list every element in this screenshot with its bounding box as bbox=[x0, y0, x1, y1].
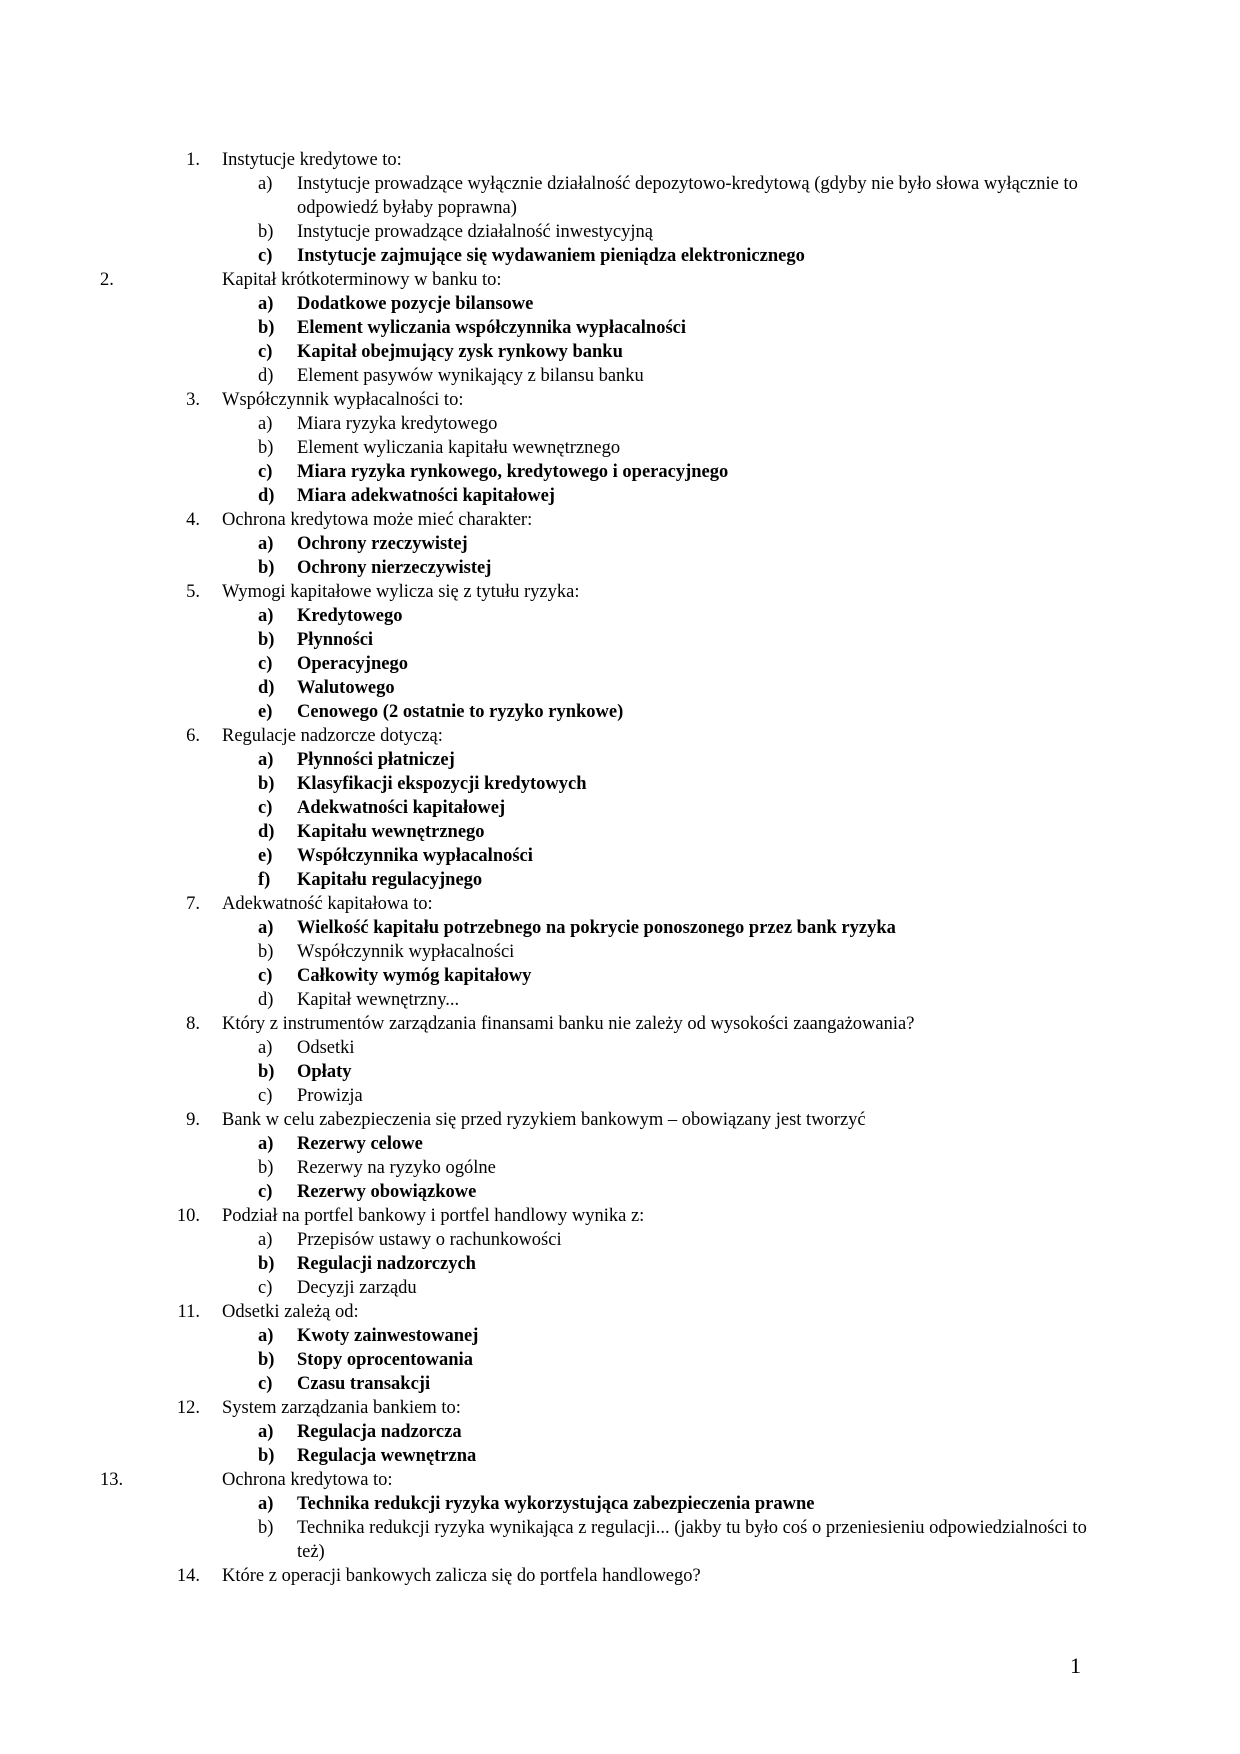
answer-option bbox=[0, 1084, 1240, 1108]
answer-text: Adekwatności kapitałowej bbox=[297, 798, 506, 818]
answer-text: Element pasywów wynikający z bilansu banku bbox=[297, 366, 644, 386]
document-body bbox=[0, 148, 1240, 1588]
answer-letter: c) bbox=[258, 342, 273, 362]
answer-letter: b) bbox=[258, 558, 275, 578]
question-number: 10. bbox=[176, 1206, 200, 1226]
question-text: Który z instrumentów zarządzania finansami banku nie zależy od wysokości zaangażowania? bbox=[222, 1014, 915, 1034]
answer-text: Współczynnik wypłacalności bbox=[297, 942, 515, 962]
answer-letter: b) bbox=[258, 318, 275, 338]
answer-text: Kapitału regulacyjnego bbox=[297, 870, 483, 890]
question-14 bbox=[0, 1564, 1240, 1588]
answer-option bbox=[0, 1156, 1240, 1180]
answer-text: Całkowity wymóg kapitałowy bbox=[297, 966, 532, 986]
question-number: 1. bbox=[186, 150, 200, 170]
answer-letter: f) bbox=[258, 870, 271, 890]
answer-option bbox=[0, 1444, 1240, 1468]
answer-option bbox=[0, 1252, 1240, 1276]
answer-option bbox=[0, 1180, 1240, 1204]
answer-letter: e) bbox=[258, 846, 273, 866]
answer-option bbox=[0, 556, 1240, 580]
answer-letter: d) bbox=[258, 990, 274, 1010]
question-text: Ochrona kredytowa może mieć charakter: bbox=[222, 510, 533, 530]
question-13 bbox=[0, 1468, 1240, 1492]
answer-letter: a) bbox=[258, 1038, 273, 1058]
question-number: 5. bbox=[186, 582, 200, 602]
answer-letter: b) bbox=[258, 630, 275, 650]
answer-option bbox=[0, 652, 1240, 676]
answer-text: Cenowego (2 ostatnie to ryzyko rynkowe) bbox=[297, 702, 624, 722]
answer-option bbox=[0, 364, 1240, 388]
answer-option bbox=[0, 316, 1240, 340]
answer-text: Dodatkowe pozycje bilansowe bbox=[297, 294, 534, 314]
question-12 bbox=[0, 1396, 1240, 1420]
question-text: Kapitał krótkoterminowy w banku to: bbox=[222, 270, 502, 290]
answer-letter: c) bbox=[258, 1086, 273, 1106]
answer-text: Ochrony rzeczywistej bbox=[297, 534, 468, 554]
answer-option bbox=[0, 1516, 1240, 1564]
answer-letter: b) bbox=[258, 942, 274, 962]
answer-option bbox=[0, 220, 1240, 244]
question-number: 14. bbox=[176, 1566, 200, 1586]
answer-letter: a) bbox=[258, 1494, 274, 1514]
question-8 bbox=[0, 1012, 1240, 1036]
answer-letter: a) bbox=[258, 534, 274, 554]
answer-letter: d) bbox=[258, 822, 275, 842]
question-text: Bank w celu zabezpieczenia się przed ryzykiem bankowym – obowiązany jest tworzyć bbox=[222, 1110, 866, 1130]
question-text: Podział na portfel bankowy i portfel handlowy wynika z: bbox=[222, 1206, 645, 1226]
question-9 bbox=[0, 1108, 1240, 1132]
answer-letter: c) bbox=[258, 246, 273, 266]
answer-text: Wielkość kapitału potrzebnego na pokrycie ponoszonego przez bank ryzyka bbox=[297, 918, 896, 938]
answer-option bbox=[0, 532, 1240, 556]
answer-letter: a) bbox=[258, 1422, 274, 1442]
question-5 bbox=[0, 580, 1240, 604]
answer-text: Technika redukcji ryzyka wykorzystująca zabezpieczenia prawne bbox=[297, 1494, 815, 1514]
question-number: 9. bbox=[186, 1110, 200, 1130]
answer-text: Kapitał wewnętrzny... bbox=[297, 990, 460, 1010]
answer-text: Regulacja wewnętrzna bbox=[297, 1446, 477, 1466]
answer-letter: b) bbox=[258, 438, 274, 458]
answer-option bbox=[0, 1228, 1240, 1252]
answer-option bbox=[0, 1420, 1240, 1444]
answer-option bbox=[0, 964, 1240, 988]
question-4 bbox=[0, 508, 1240, 532]
answer-option bbox=[0, 772, 1240, 796]
answer-letter: e) bbox=[258, 702, 273, 722]
answer-letter: d) bbox=[258, 486, 275, 506]
answer-letter: b) bbox=[258, 1062, 275, 1082]
answer-option bbox=[0, 700, 1240, 724]
answer-option bbox=[0, 844, 1240, 868]
answer-text: Rezerwy celowe bbox=[297, 1134, 423, 1154]
answer-letter: d) bbox=[258, 366, 274, 386]
question-text: Współczynnik wypłacalności to: bbox=[222, 390, 464, 410]
answer-option bbox=[0, 172, 1240, 220]
answer-letter: a) bbox=[258, 1134, 274, 1154]
answer-option bbox=[0, 484, 1240, 508]
question-text: Wymogi kapitałowe wylicza się z tytułu ryzyka: bbox=[222, 582, 580, 602]
answer-text: Rezerwy obowiązkowe bbox=[297, 1182, 477, 1202]
answer-option bbox=[0, 820, 1240, 844]
answer-text: Płynności płatniczej bbox=[297, 750, 455, 770]
answer-letter: c) bbox=[258, 1278, 273, 1298]
question-number: 11. bbox=[177, 1302, 200, 1322]
answer-letter: c) bbox=[258, 1374, 273, 1394]
question-text: Które z operacji bankowych zalicza się do portfela handlowego? bbox=[222, 1566, 701, 1586]
answer-letter: c) bbox=[258, 462, 273, 482]
answer-letter: a) bbox=[258, 1326, 274, 1346]
answer-text: Rezerwy na ryzyko ogólne bbox=[297, 1158, 496, 1178]
question-10 bbox=[0, 1204, 1240, 1228]
answer-text: Regulacja nadzorcza bbox=[297, 1422, 462, 1442]
answer-text: Płynności bbox=[297, 630, 374, 650]
answer-text: Walutowego bbox=[297, 678, 395, 698]
answer-option bbox=[0, 1036, 1240, 1060]
answer-option bbox=[0, 436, 1240, 460]
answer-letter: b) bbox=[258, 1446, 275, 1466]
answer-option bbox=[0, 796, 1240, 820]
question-11 bbox=[0, 1300, 1240, 1324]
answer-option bbox=[0, 340, 1240, 364]
answer-text: Regulacji nadzorczych bbox=[297, 1254, 476, 1274]
answer-letter: d) bbox=[258, 678, 275, 698]
answer-letter: c) bbox=[258, 966, 273, 986]
answer-option bbox=[0, 1276, 1240, 1300]
answer-option bbox=[0, 1060, 1240, 1084]
question-text: Instytucje kredytowe to: bbox=[222, 150, 402, 170]
answer-option bbox=[0, 940, 1240, 964]
answer-text: Kredytowego bbox=[297, 606, 403, 626]
answer-text: Opłaty bbox=[297, 1062, 352, 1082]
answer-letter: b) bbox=[258, 1254, 275, 1274]
question-3 bbox=[0, 388, 1240, 412]
answer-letter: b) bbox=[258, 1350, 275, 1370]
answer-letter: a) bbox=[258, 414, 273, 434]
answer-text: Ochrony nierzeczywistej bbox=[297, 558, 492, 578]
answer-option bbox=[0, 916, 1240, 940]
question-text: System zarządzania bankiem to: bbox=[222, 1398, 461, 1418]
question-text: Adekwatność kapitałowa to: bbox=[222, 894, 433, 914]
answer-text: Element wyliczania kapitału wewnętrznego bbox=[297, 438, 621, 458]
question-number: 7. bbox=[186, 894, 200, 914]
question-2 bbox=[0, 268, 1240, 292]
answer-text: Kapitału wewnętrznego bbox=[297, 822, 485, 842]
answer-letter: c) bbox=[258, 1182, 273, 1202]
answer-option bbox=[0, 1372, 1240, 1396]
answer-option bbox=[0, 1492, 1240, 1516]
answer-text: Instytucje zajmujące się wydawaniem pieniądza elektronicznego bbox=[297, 246, 805, 266]
answer-letter: a) bbox=[258, 294, 274, 314]
answer-letter: b) bbox=[258, 774, 275, 794]
question-number: 3. bbox=[186, 390, 200, 410]
answer-option bbox=[0, 988, 1240, 1012]
answer-option bbox=[0, 292, 1240, 316]
answer-text: Instytucje prowadzące działalność inwestycyjną bbox=[297, 222, 653, 242]
question-text: Regulacje nadzorcze dotyczą: bbox=[222, 726, 443, 746]
question-6 bbox=[0, 724, 1240, 748]
question-number: 6. bbox=[186, 726, 200, 746]
question-7 bbox=[0, 892, 1240, 916]
answer-text: Decyzji zarządu bbox=[297, 1278, 417, 1298]
answer-letter: c) bbox=[258, 654, 273, 674]
answer-option bbox=[0, 1324, 1240, 1348]
answer-option bbox=[0, 628, 1240, 652]
page-number: 1 bbox=[1070, 1653, 1081, 1678]
answer-letter: a) bbox=[258, 750, 274, 770]
answer-text: Miara ryzyka rynkowego, kredytowego i operacyjnego bbox=[297, 462, 729, 482]
answer-letter: b) bbox=[258, 222, 274, 242]
answer-text: Kapitał obejmujący zysk rynkowy banku bbox=[297, 342, 623, 362]
answer-text: Miara adekwatności kapitałowej bbox=[297, 486, 555, 506]
answer-option bbox=[0, 676, 1240, 700]
question-number: 8. bbox=[186, 1014, 200, 1034]
answer-letter: c) bbox=[258, 798, 273, 818]
answer-letter: a) bbox=[258, 1230, 273, 1250]
question-1 bbox=[0, 148, 1240, 172]
answer-letter: b) bbox=[258, 1158, 274, 1178]
answer-letter: a) bbox=[258, 174, 273, 194]
answer-text: Instytucje prowadzące wyłącznie działalność depozytowo-kredytową (gdyby nie było słowa wyłącznie to odpowiedź byłaby poprawna) bbox=[297, 174, 1078, 218]
question-number: 12. bbox=[176, 1398, 200, 1418]
answer-text: Prowizja bbox=[297, 1086, 363, 1106]
question-number: 2. bbox=[100, 270, 114, 290]
answer-text: Odsetki bbox=[297, 1038, 355, 1058]
answer-letter: a) bbox=[258, 918, 274, 938]
answer-letter: b) bbox=[258, 1518, 274, 1538]
answer-text: Czasu transakcji bbox=[297, 1374, 431, 1394]
answer-option bbox=[0, 748, 1240, 772]
answer-text: Element wyliczania współczynnika wypłacalności bbox=[297, 318, 687, 338]
answer-letter: a) bbox=[258, 606, 274, 626]
question-text: Odsetki zależą od: bbox=[222, 1302, 359, 1322]
answer-text: Stopy oprocentowania bbox=[297, 1350, 473, 1370]
answer-text: Kwoty zainwestowanej bbox=[297, 1326, 479, 1346]
answer-option bbox=[0, 412, 1240, 436]
answer-option bbox=[0, 1348, 1240, 1372]
answer-option bbox=[0, 244, 1240, 268]
answer-text: Operacyjnego bbox=[297, 654, 408, 674]
answer-option bbox=[0, 460, 1240, 484]
answer-text: Przepisów ustawy o rachunkowości bbox=[297, 1230, 562, 1250]
question-number: 4. bbox=[186, 510, 200, 530]
answer-text: Klasyfikacji ekspozycji kredytowych bbox=[297, 774, 587, 794]
answer-text: Miara ryzyka kredytowego bbox=[297, 414, 498, 434]
answer-option bbox=[0, 1132, 1240, 1156]
question-text: Ochrona kredytowa to: bbox=[222, 1470, 393, 1490]
answer-text: Technika redukcji ryzyka wynikająca z regulacji... (jakby tu było coś o przeniesieniu odpowiedzialności to też) bbox=[297, 1518, 1087, 1562]
answer-text: Współczynnika wypłacalności bbox=[297, 846, 533, 866]
question-number: 13. bbox=[100, 1470, 124, 1490]
answer-option bbox=[0, 604, 1240, 628]
answer-option bbox=[0, 868, 1240, 892]
